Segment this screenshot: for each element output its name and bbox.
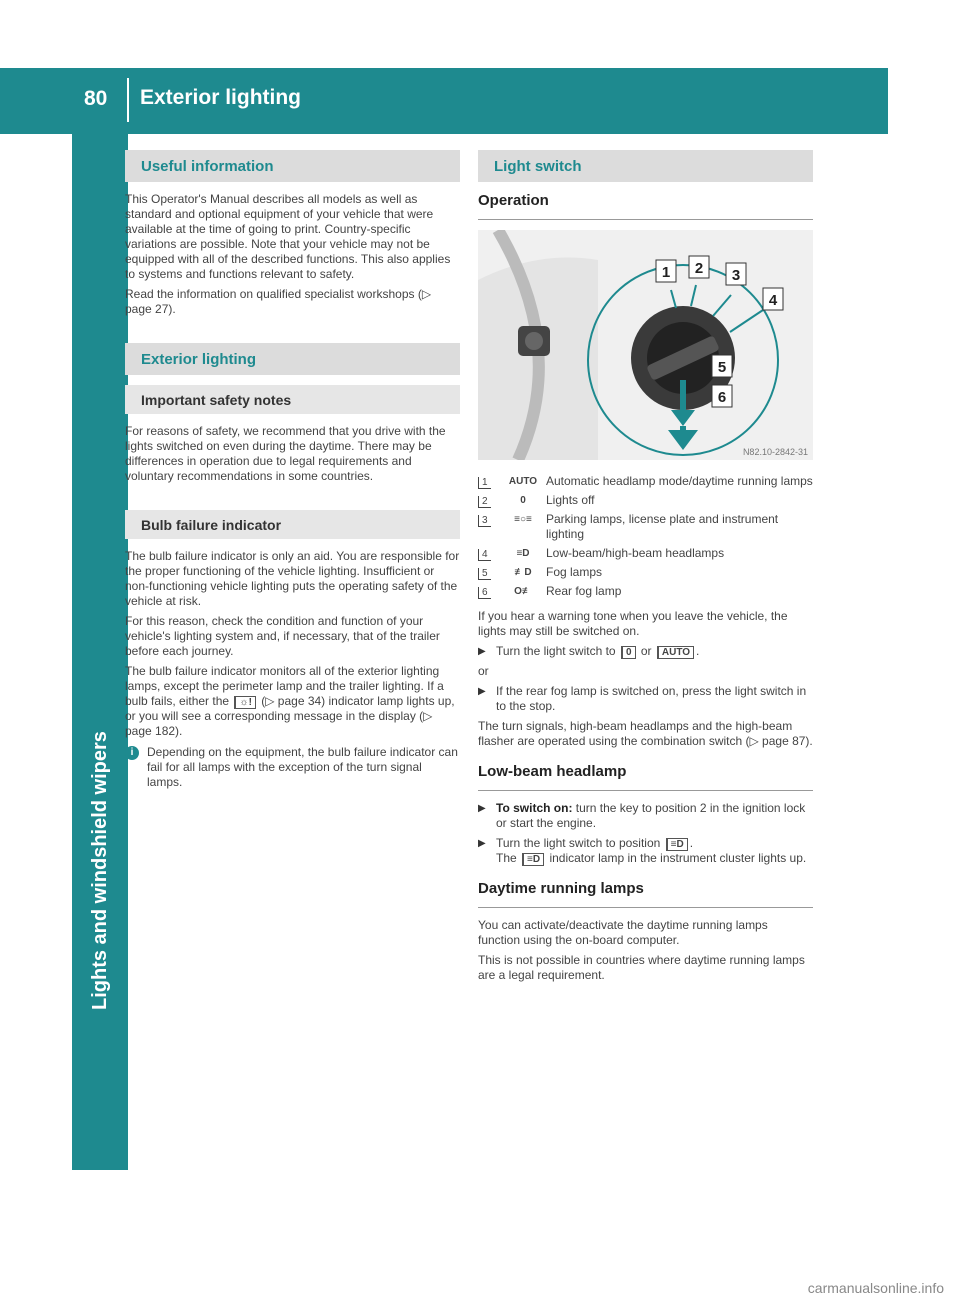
page-number: 80: [84, 87, 108, 110]
heading-low-beam: Low-beam headlamp: [478, 763, 813, 791]
paragraph: If you hear a warning tone when you leave the vehicle, the lights may still be switched on.: [478, 609, 788, 638]
info-text: Depending on the equipment, the bulb failure indicator can fail for all lamps with the exception of the turn signal lamps.: [147, 745, 458, 789]
legend-table: [478, 472, 813, 601]
low-beam-icon: ≡D: [516, 548, 530, 559]
light-switch-figure: [478, 230, 813, 460]
light-switch-illustration: [478, 230, 813, 460]
paragraph: This Operator's Manual describes all models as well as standard and optional equipment of your vehicle that were available at the time of going to print. Country-specific variations are possible. Note that your vehicle may not be equipped with all of the described functions. This also applies to systems and functions relevant to safety.: [125, 192, 451, 281]
section-useful-information: Useful information: [125, 150, 460, 182]
legend-row: 3 ≡○≡ Parking lamps, license plate and instrument lighting: [478, 510, 813, 544]
figure-label-3: 3: [731, 267, 741, 284]
figure-label-6: 6: [717, 389, 727, 406]
arrow-icon: ▶: [478, 838, 486, 849]
section-light-switch: Light switch: [478, 150, 813, 182]
instruction-step: ▶ If the rear fog lamp is switched on, press the light switch in to the stop.: [478, 684, 807, 713]
arrow-icon: ▶: [478, 803, 486, 814]
arrow-icon: ▶: [478, 686, 486, 697]
left-column: [125, 150, 460, 795]
paragraph: You can activate/deactivate the daytime running lamps function using the on-board computer.: [478, 918, 768, 947]
figure-label-4: 4: [768, 292, 778, 309]
paragraph: This is not possible in countries where daytime running lamps are a legal requirement.: [478, 953, 805, 982]
or-text: or: [478, 664, 489, 678]
header-bar: [0, 68, 888, 134]
lights-off-icon: 0: [621, 646, 636, 659]
instruction-step: ▶ Turn the light switch to 0 or AUTO .: [478, 644, 700, 658]
footer-watermark: carmanualsonline.info: [807, 1280, 944, 1296]
rear-fog-lamp-icon: O≢: [514, 586, 532, 597]
subsection-bulb-failure: Bulb failure indicator: [125, 510, 460, 539]
fog-lamp-icon: ≢D: [514, 567, 532, 578]
paragraph: Read the information on qualified specialist workshops (▷ page 27).: [125, 287, 432, 316]
header-divider: [127, 78, 129, 122]
legend-row: 2 0 Lights off: [478, 491, 813, 510]
subsection-safety-notes: Important safety notes: [125, 385, 460, 414]
heading-operation: Operation: [478, 192, 813, 220]
auto-icon: AUTO: [657, 646, 694, 659]
legend-row: 5 ≢D Fog lamps: [478, 563, 813, 582]
info-note: [125, 745, 460, 795]
paragraph: The bulb failure indicator monitors all of the exterior lighting lamps, except the perimeter lamp and the trailer lighting. If a bulb fails, either the ☼! (▷ page 34) indicator lamp lights up, or you will see a corresponding message in the display (▷ page 182).: [125, 664, 455, 738]
legend-row: 6 O≢ Rear fog lamp: [478, 582, 813, 601]
page-title: Exterior lighting: [140, 86, 302, 109]
low-beam-icon: ≡D: [666, 838, 688, 851]
chapter-label: Lights and windshield wipers: [89, 731, 111, 1010]
instruction-step: ▶ Turn the light switch to position ≡D . The ≡D indicator lamp in the instrument cluster lights up.: [478, 836, 807, 865]
lights-off-icon: 0: [520, 495, 526, 506]
legend-row: 1 AUTO Automatic headlamp mode/daytime running lamps: [478, 472, 813, 491]
paragraph: For this reason, check the condition and function of your vehicle's lighting system and, if necessary, that of the trailer before each journey.: [125, 614, 440, 658]
low-beam-indicator-icon: ≡D: [522, 853, 544, 866]
figure-code: N82.10-2842-31: [742, 447, 808, 457]
info-icon: i: [125, 746, 139, 760]
paragraph: The bulb failure indicator is only an aid. You are responsible for the proper functioning of the vehicle lighting. Insufficient or non-functioning vehicle lighting puts the operating safety of the vehicle at risk.: [125, 549, 460, 608]
legend-row: 4 ≡D Low-beam/high-beam headlamps: [478, 544, 813, 563]
parking-lamps-icon: ≡○≡: [514, 514, 532, 525]
heading-daytime-running-lamps: Daytime running lamps: [478, 880, 813, 908]
figure-label-1: 1: [661, 264, 671, 281]
bulb-failure-icon: ☼!: [234, 696, 256, 709]
paragraph: For reasons of safety, we recommend that you drive with the lights switched on even during the daytime. There may be differences in operation due to legal requirements and voluntary recommendations in some countries.: [125, 424, 446, 483]
section-exterior-lighting: Exterior lighting: [125, 343, 460, 375]
instruction-step: ▶ To switch on: turn the key to position 2 in the ignition lock or start the engine.: [478, 801, 806, 830]
auto-icon: AUTO: [508, 476, 538, 487]
figure-label-2: 2: [694, 260, 704, 277]
paragraph: The turn signals, high-beam headlamps and the high-beam flasher are operated using the combination switch (▷ page 87).: [478, 719, 813, 748]
right-column: [478, 150, 813, 988]
arrow-icon: ▶: [478, 646, 486, 657]
figure-label-5: 5: [717, 359, 727, 376]
